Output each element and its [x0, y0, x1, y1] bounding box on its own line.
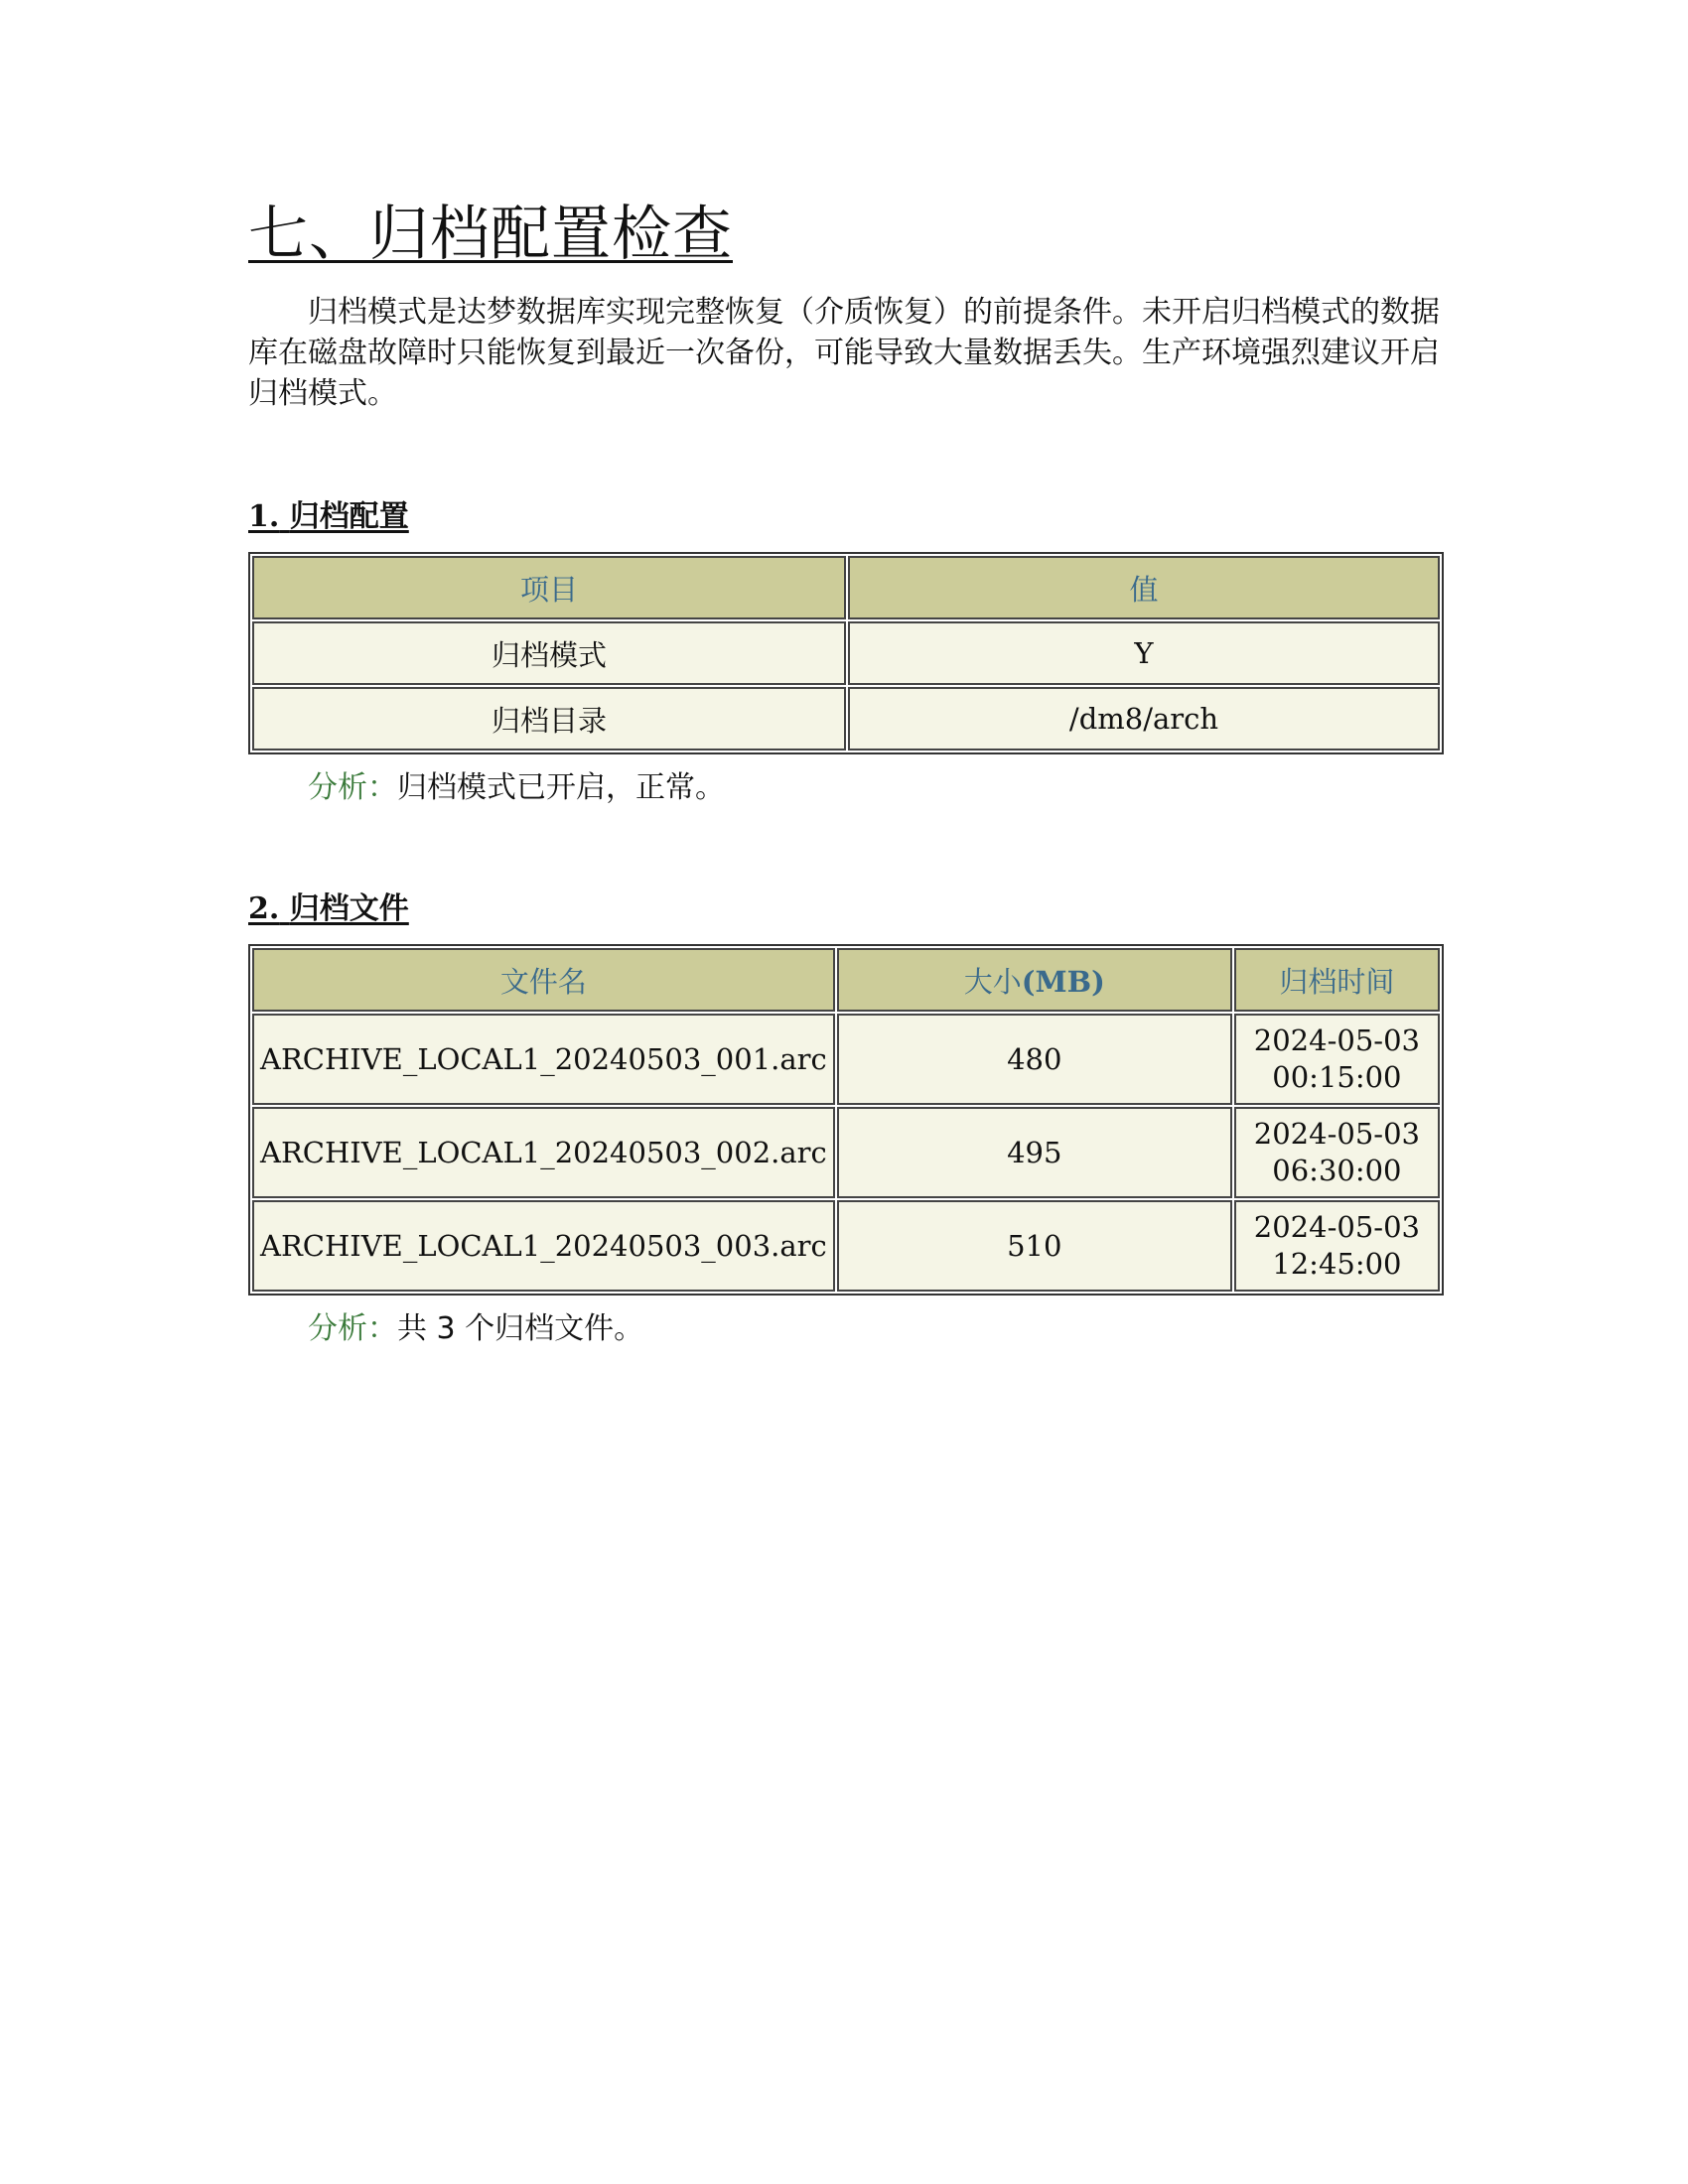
column-header-value: 值 — [848, 556, 1440, 619]
table-header-row — [252, 556, 1440, 619]
table-row — [252, 1107, 1440, 1198]
cell-file-name: ARCHIVE_LOCAL1_20240503_002.arc — [252, 1107, 835, 1198]
table-row — [252, 1200, 1440, 1292]
section-heading-archive-config — [248, 497, 1440, 537]
table-header-row — [252, 948, 1440, 1012]
analysis-note — [248, 1309, 1440, 1349]
table-row — [252, 621, 1440, 685]
size-header-unit: (MB) — [1021, 964, 1105, 999]
section-title: 归档文件 — [289, 891, 409, 926]
cell-file-name: ARCHIVE_LOCAL1_20240503_003.arc — [252, 1200, 835, 1292]
column-header-file-name: 文件名 — [252, 948, 835, 1012]
section-number: 2. — [248, 891, 280, 926]
analysis-label: 分析： — [308, 1311, 397, 1346]
column-header-item: 项目 — [252, 556, 846, 619]
cell-value: Y — [848, 621, 1440, 685]
cell-file-name: ARCHIVE_LOCAL1_20240503_001.arc — [252, 1014, 835, 1105]
cell-archive-time: 2024-05-03 00:15:00 — [1234, 1014, 1440, 1105]
cell-archive-time: 2024-05-03 06:30:00 — [1234, 1107, 1440, 1198]
archive-files-table — [248, 944, 1444, 1296]
size-header-label: 大小 — [963, 964, 1022, 999]
analysis-note — [248, 768, 1440, 808]
analysis-text: 共 3 个归档文件。 — [397, 1311, 644, 1346]
table-row — [252, 687, 1440, 751]
cell-item: 归档模式 — [252, 621, 846, 685]
document-page — [248, 199, 1440, 1349]
cell-size: 480 — [837, 1014, 1232, 1105]
section-heading-archive-files — [248, 889, 1440, 929]
cell-size: 510 — [837, 1200, 1232, 1292]
cell-value: /dm8/arch — [848, 687, 1440, 751]
archive-config-table — [248, 552, 1444, 754]
column-header-archive-time: 归档时间 — [1234, 948, 1440, 1012]
section-title: 归档配置 — [289, 499, 409, 534]
column-header-size — [837, 948, 1232, 1012]
cell-archive-time: 2024-05-03 12:45:00 — [1234, 1200, 1440, 1292]
cell-item: 归档目录 — [252, 687, 846, 751]
cell-size: 495 — [837, 1107, 1232, 1198]
analysis-label: 分析： — [308, 770, 397, 805]
section-number: 1. — [248, 499, 280, 534]
table-row — [252, 1014, 1440, 1105]
page-title: 七、归档配置检查 — [248, 200, 733, 269]
analysis-text: 归档模式已开启，正常。 — [397, 770, 725, 805]
intro-paragraph: 归档模式是达梦数据库实现完整恢复（介质恢复）的前提条件。未开启归档模式的数据库在磁盘故障时只能恢复到最近一次备份，可能导致大量数据丢失。生产环境强烈建议开启归档模式。 — [248, 295, 1440, 411]
